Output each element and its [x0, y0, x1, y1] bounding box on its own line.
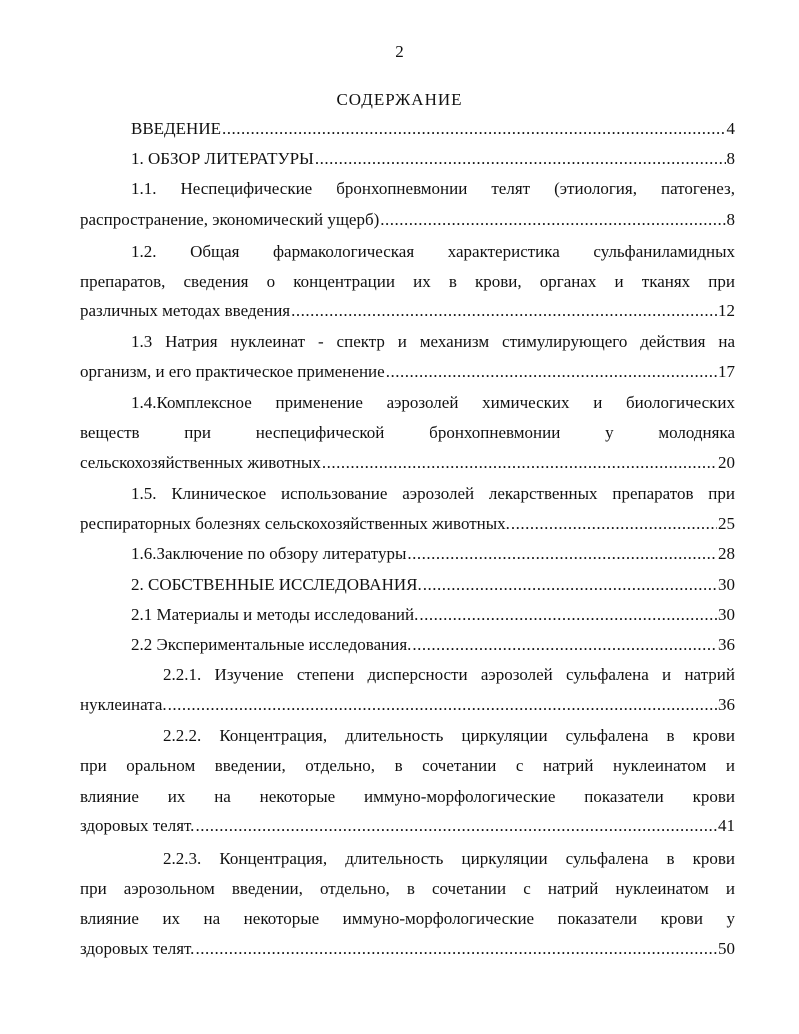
- toc-entry-text: 2.2 Экспериментальные исследования.: [131, 635, 412, 654]
- toc-entry-s1-1[interactable]: [80, 209, 735, 231]
- leader-dots: [407, 543, 717, 565]
- leader-dots: [168, 694, 717, 716]
- toc-entry-page: 25: [718, 514, 735, 533]
- toc-entry-s2-2-1-line1[interactable]: 2.2.1. Изучение степени дисперсности аэрозолей сульфалена и натрий: [163, 665, 735, 684]
- toc-entry-text: 1.6.Заключение по обзору литературы: [131, 544, 407, 563]
- toc-entry-page: 30: [718, 575, 735, 594]
- leader-dots: [423, 574, 717, 596]
- toc-entry-text: здоровых телят.: [80, 939, 195, 958]
- page-number: 2: [395, 42, 404, 61]
- toc-entry-s2[interactable]: [131, 574, 735, 596]
- toc-entry-s1-1-line1[interactable]: 1.1. Неспецифические бронхопневмонии телят (этиология, патогенез,: [131, 179, 735, 198]
- leader-dots: [380, 209, 725, 231]
- toc-entry-page: 12: [718, 301, 735, 320]
- toc-entry-s2-2-2[interactable]: [80, 815, 735, 837]
- toc-entry-text: организм, и его практическое применение: [80, 362, 385, 381]
- toc-entry-page: 4: [726, 119, 735, 138]
- toc-entry-s1-5[interactable]: [80, 513, 735, 535]
- toc-title: СОДЕРЖАНИЕ: [336, 90, 463, 109]
- leader-dots: [315, 148, 726, 170]
- toc-entry-page: 20: [718, 453, 735, 472]
- toc-entry-s1[interactable]: [131, 148, 735, 170]
- toc-entry-page: 36: [718, 635, 735, 654]
- leader-dots: [386, 361, 717, 383]
- toc-entry-page: 8: [726, 210, 735, 229]
- toc-entry-text: нуклеината.: [80, 695, 167, 714]
- toc-entry-text: 1. ОБЗОР ЛИТЕРАТУРЫ: [131, 149, 314, 168]
- toc-entry-text: здоровых телят.: [80, 816, 195, 835]
- toc-entry-page: 36: [718, 695, 735, 714]
- toc-entry-s2-2-3[interactable]: [80, 938, 735, 960]
- toc-entry-text: 2. СОБСТВЕННЫЕ ИССЛЕДОВАНИЯ.: [131, 575, 422, 594]
- toc-entry-s2-2-2-line1[interactable]: 2.2.2. Концентрация, длительность циркуляции сульфалена в крови: [163, 726, 735, 745]
- toc-entry-page: 41: [718, 816, 735, 835]
- toc-entry-text: 2.1 Материалы и методы исследований.: [131, 605, 419, 624]
- toc-entry-text: сельскохозяйственных животных: [80, 453, 321, 472]
- toc-entry-page: 8: [726, 149, 735, 168]
- leader-dots: [322, 452, 717, 474]
- toc-entry-intro[interactable]: [131, 118, 735, 140]
- toc-entry-s2-2-1[interactable]: [80, 694, 735, 716]
- toc-entry-s2-2[interactable]: [131, 634, 735, 656]
- toc-entry-s1-4-line2[interactable]: веществ при неспецифической бронхопневмонии у молодняка: [80, 423, 735, 442]
- toc-entry-s1-5-line1[interactable]: 1.5. Клиническое использование аэрозолей лекарственных препаратов при: [131, 484, 735, 503]
- toc-entry-page: 17: [718, 362, 735, 381]
- leader-dots: [195, 938, 717, 960]
- leader-dots: [222, 118, 726, 140]
- toc-entry-s2-2-3-line2[interactable]: при аэрозольном введении, отдельно, в сочетании с натрий нуклеинатом и: [80, 879, 735, 898]
- toc-entry-s2-1[interactable]: [131, 604, 735, 626]
- leader-dots: [291, 300, 717, 322]
- leader-dots: [419, 604, 717, 626]
- toc-entry-page: 30: [718, 605, 735, 624]
- leader-dots: [511, 513, 717, 535]
- toc-entry-page: 28: [718, 544, 735, 563]
- toc-entry-s1-2-line2[interactable]: препаратов, сведения о концентрации их в крови, органах и тканях при: [80, 272, 735, 291]
- toc-entry-text: различных методах введения: [80, 301, 291, 320]
- leader-dots: [195, 815, 717, 837]
- toc-entry-page: 50: [718, 939, 735, 958]
- leader-dots: [412, 634, 717, 656]
- toc-entry-s1-4-line1[interactable]: 1.4.Комплексное применение аэрозолей химических и биологических: [131, 393, 735, 412]
- toc-entry-s1-2[interactable]: [80, 300, 735, 322]
- toc-entry-s1-6[interactable]: [131, 543, 735, 565]
- toc-entry-s1-3-line1[interactable]: 1.3 Натрия нуклеинат - спектр и механизм стимулирующего действия на: [131, 332, 735, 351]
- toc-entry-text: распространение, экономический ущерб): [80, 210, 380, 229]
- toc-entry-s2-2-3-line3[interactable]: влияние их на некоторые иммуно-морфологические показатели крови у: [80, 909, 735, 928]
- toc-entry-s1-4[interactable]: [80, 452, 735, 474]
- toc-entry-s1-3[interactable]: [80, 361, 735, 383]
- toc-entry-s2-2-2-line3[interactable]: влияние их на некоторые иммуно-морфологические показатели крови: [80, 787, 735, 806]
- toc-entry-text: ВВЕДЕНИЕ: [131, 119, 221, 138]
- toc-entry-text: респираторных болезнях сельскохозяйственных животных.: [80, 514, 510, 533]
- toc-entry-s2-2-2-line2[interactable]: при оральном введении, отдельно, в сочетании с натрий нуклеинатом и: [80, 756, 735, 775]
- toc-entry-s2-2-3-line1[interactable]: 2.2.3. Концентрация, длительность циркуляции сульфалена в крови: [163, 849, 735, 868]
- toc-entry-s1-2-line1[interactable]: 1.2. Общая фармакологическая характеристика сульфаниламидных: [131, 242, 735, 261]
